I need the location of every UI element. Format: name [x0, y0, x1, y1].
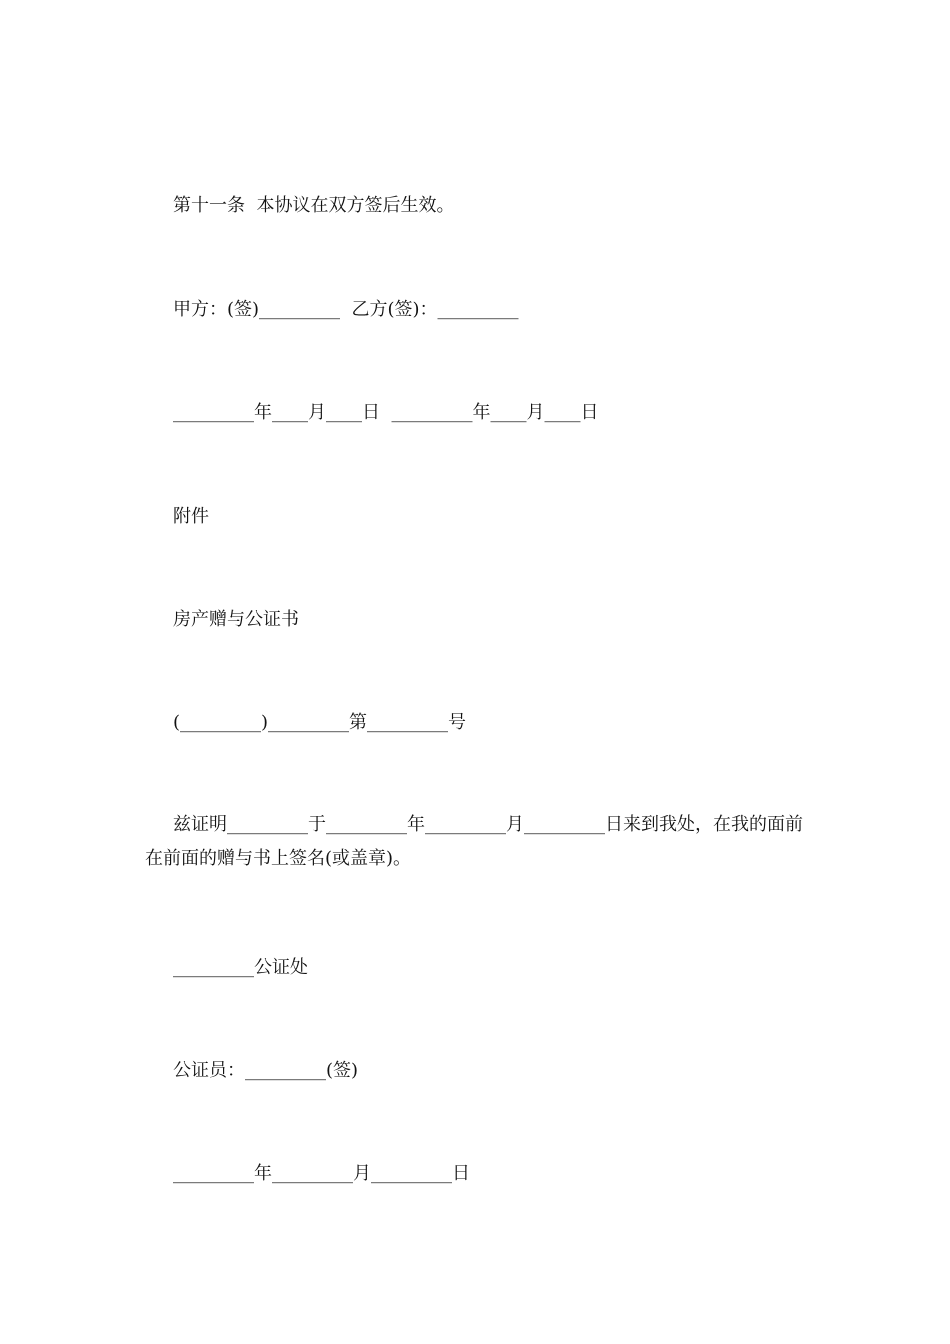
- article-eleven: 第十一条 本协议在双方签后生效。: [173, 195, 455, 216]
- party-signature-line: 甲方：(签)_________ 乙方(签)：_________: [173, 299, 519, 320]
- appendix-label: 附件: [173, 506, 209, 527]
- notary-office-line: _________公证处: [173, 957, 308, 978]
- certification-paragraph: 兹证明_________于_________年_________月_________日来到我处，在我的面前在前面的赠与书上签名(或盖章)。: [145, 814, 803, 869]
- certificate-title: 房产赠与公证书: [173, 609, 299, 630]
- certificate-number: (_________)_________第_________号: [173, 712, 467, 733]
- notary-signature-line: 公证员：_________(签): [173, 1060, 359, 1081]
- notary-date-line: _________年_________月_________日: [173, 1163, 470, 1184]
- agreement-date-line: _________年____月____日 _________年____月____日: [173, 402, 599, 423]
